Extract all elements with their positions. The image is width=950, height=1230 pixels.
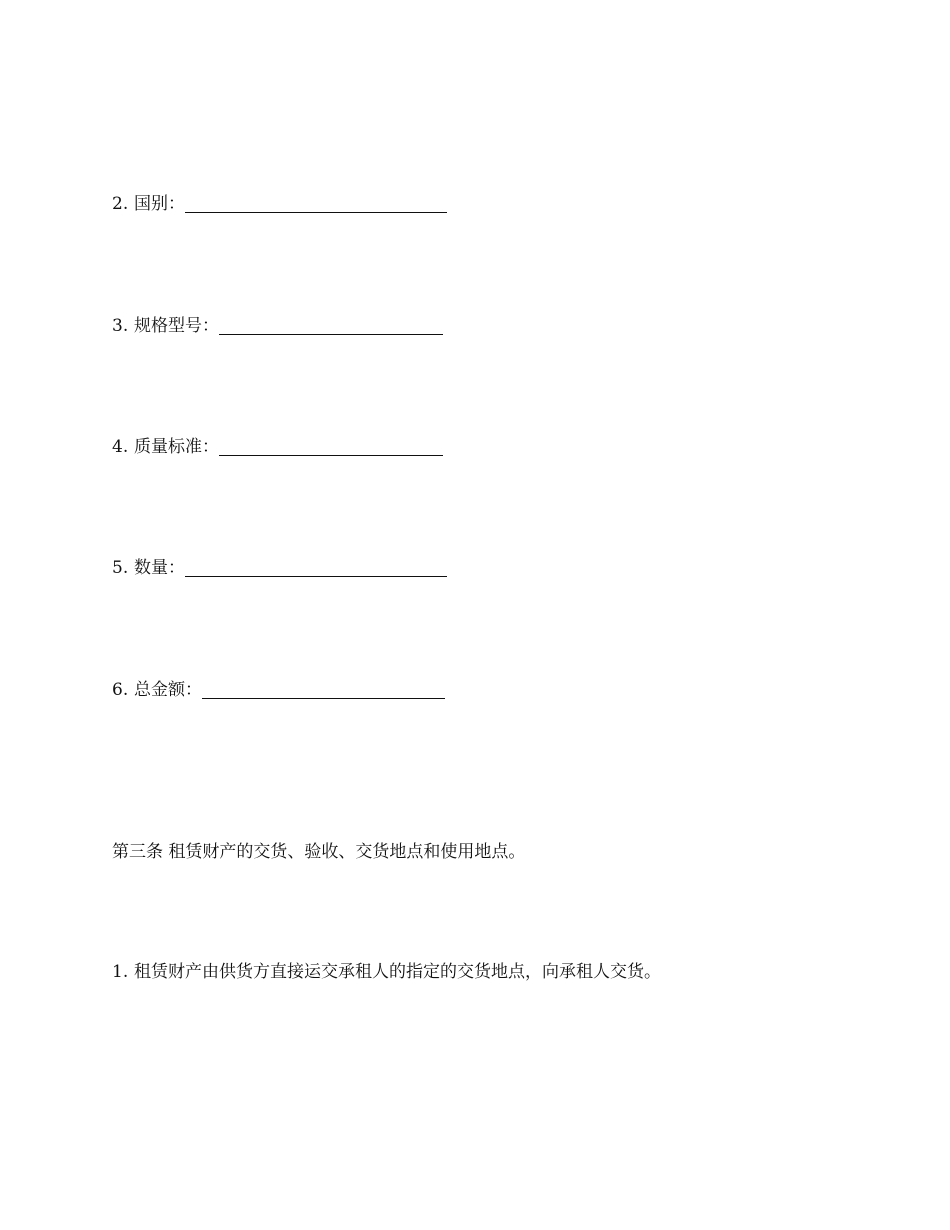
field-label: 数量： — [134, 558, 185, 578]
field-number: 6. — [112, 680, 129, 700]
fill-in-blank[interactable] — [185, 560, 447, 577]
clause-text: 租赁财产由供货方直接运交承租人的指定的交货地点，向承租人交货。 — [134, 962, 661, 982]
field-quantity — [112, 558, 447, 578]
field-label: 总金额： — [134, 680, 202, 700]
field-label: 质量标准： — [134, 437, 219, 457]
field-number: 5. — [112, 558, 129, 578]
field-model — [112, 316, 443, 336]
field-number: 4. — [112, 437, 129, 457]
fill-in-blank[interactable] — [185, 196, 447, 213]
fill-in-blank[interactable] — [202, 682, 445, 699]
field-number: 3. — [112, 316, 129, 336]
field-total-amount — [112, 680, 445, 700]
field-label: 国别： — [134, 194, 185, 214]
clause-number: 1. — [112, 962, 129, 982]
field-country — [112, 194, 447, 214]
field-label: 规格型号： — [134, 316, 219, 336]
fill-in-blank[interactable] — [219, 439, 443, 456]
field-quality-standard — [112, 437, 443, 457]
field-number: 2. — [112, 194, 129, 214]
fill-in-blank[interactable] — [219, 318, 443, 335]
article-heading: 第三条 租赁财产的交货、验收、交货地点和使用地点。 — [112, 842, 526, 862]
clause-1 — [112, 962, 661, 982]
